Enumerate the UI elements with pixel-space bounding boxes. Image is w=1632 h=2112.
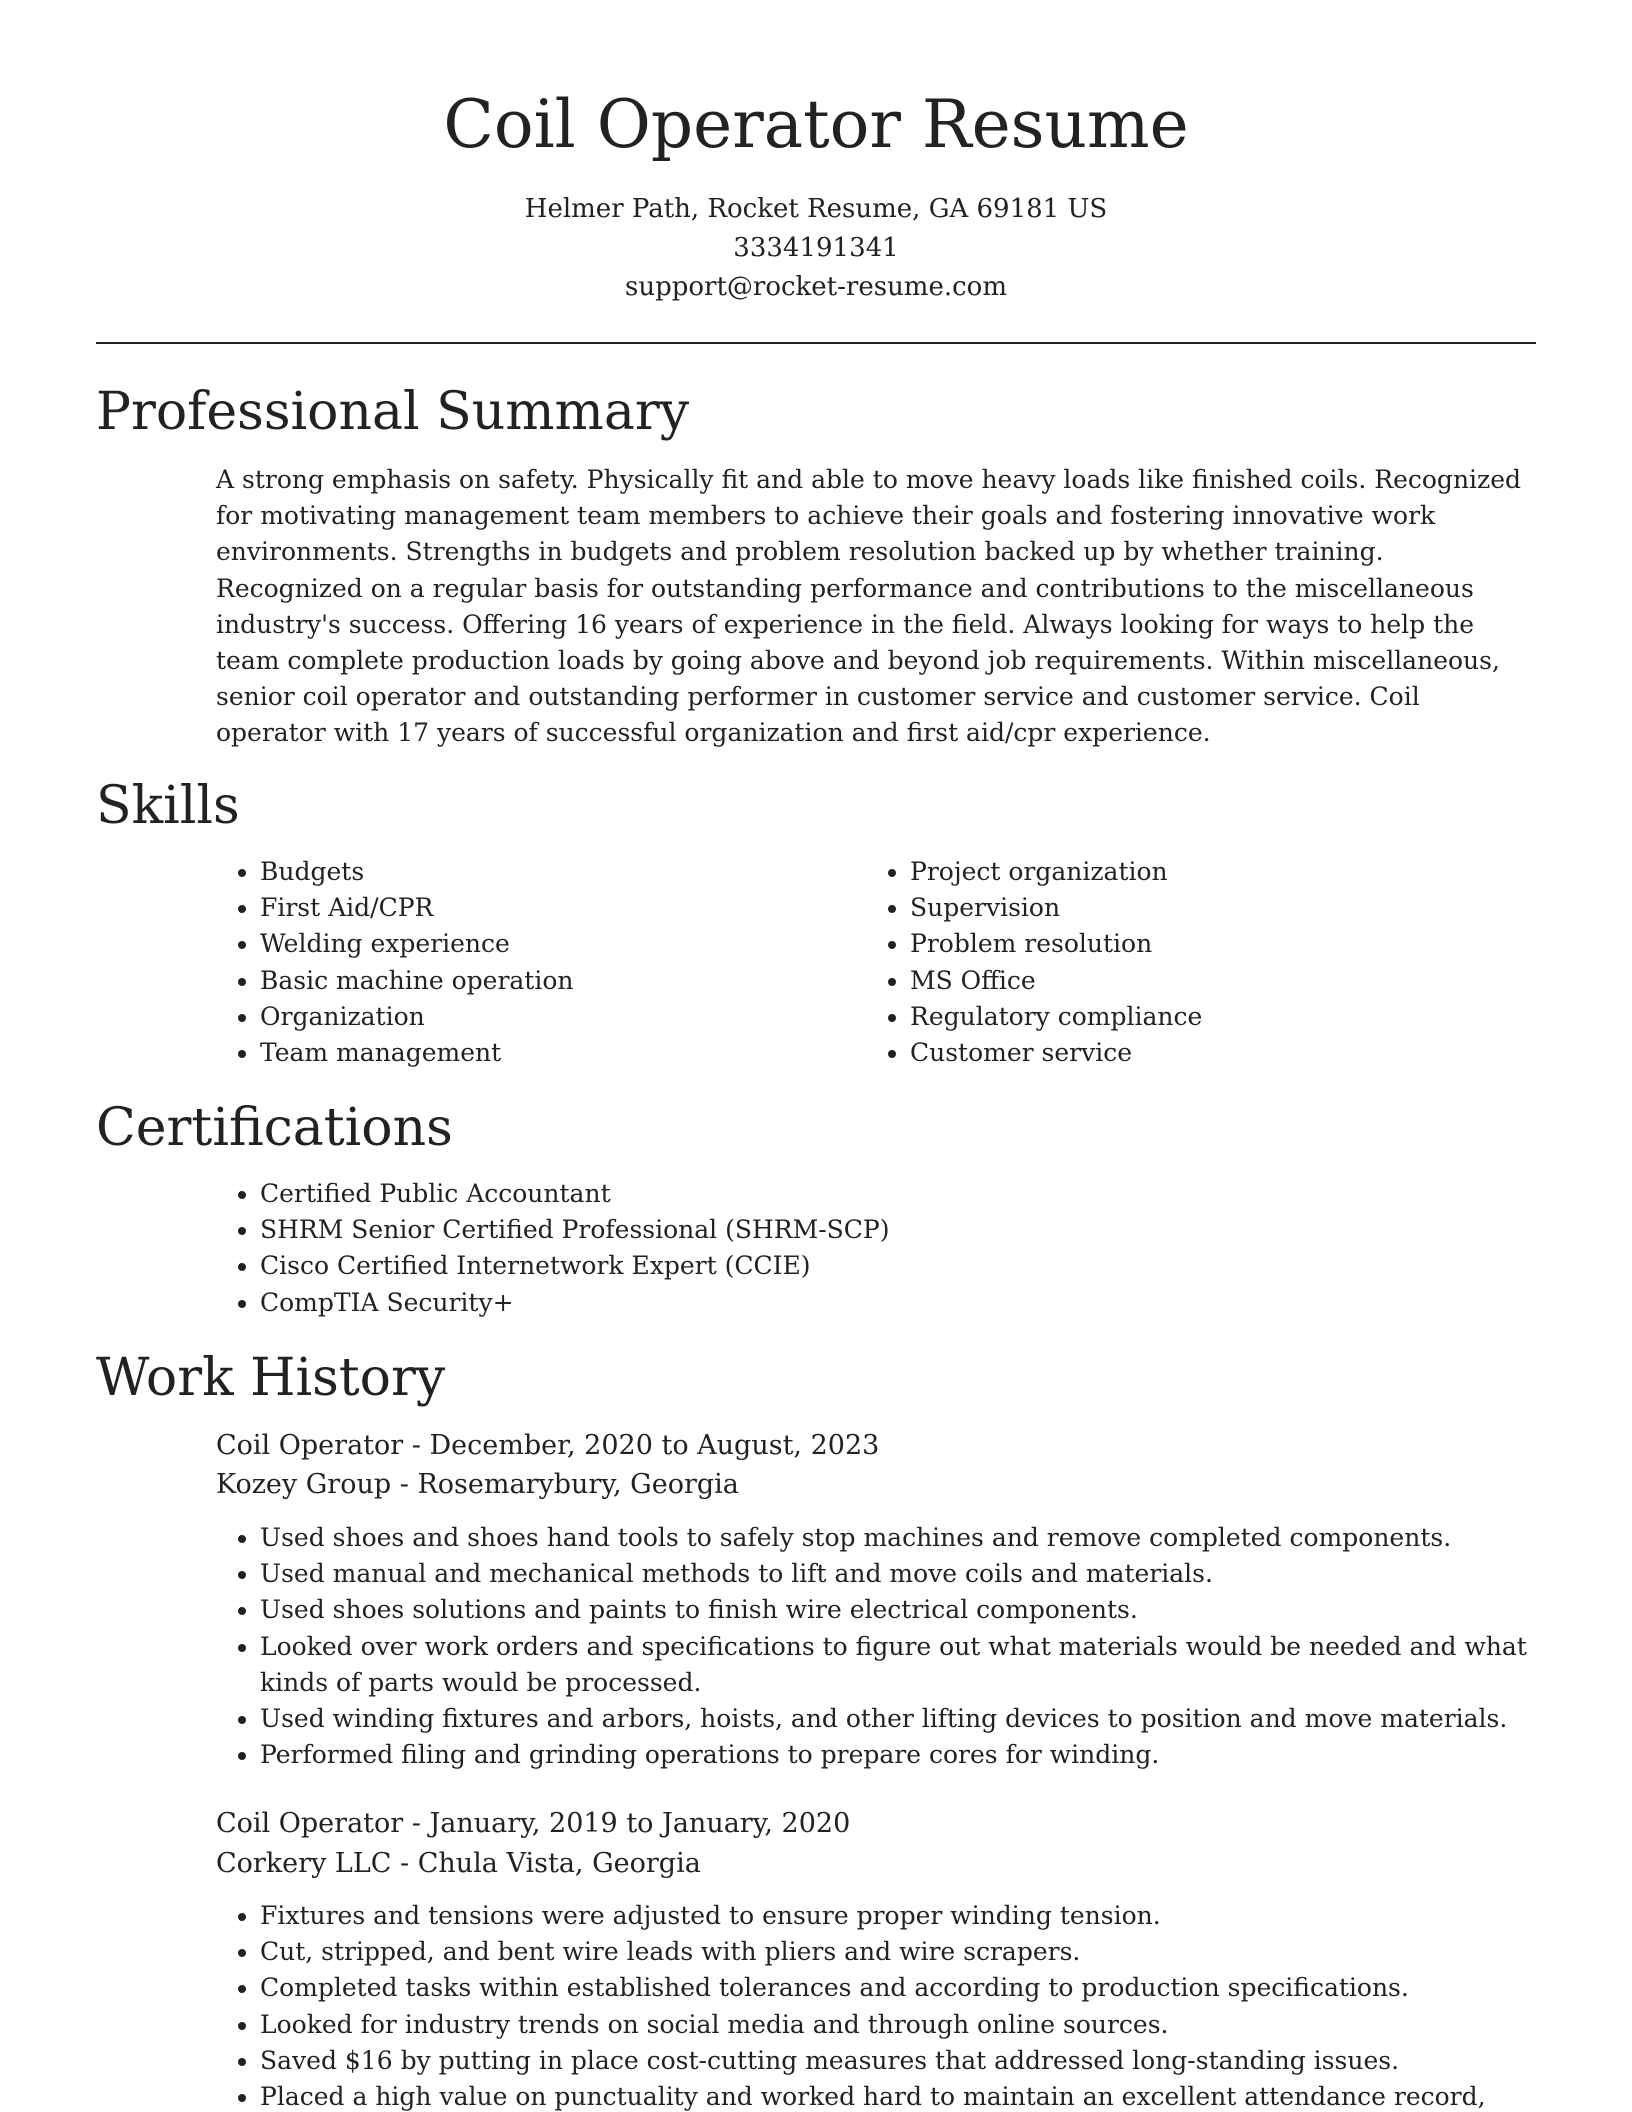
certification-item: • Cisco Certified Internetwork Expert (CCIE) xyxy=(260,1248,1536,1284)
work-history-heading: Work History xyxy=(96,1348,446,1408)
skill-item: • Basic machine operation xyxy=(260,963,856,999)
job-dates: December, 2020 to August, 2023 xyxy=(429,1430,880,1461)
skill-item: • First Aid/CPR xyxy=(260,890,856,926)
skills-list-left xyxy=(216,854,856,1071)
address: Helmer Path, Rocket Resume, GA 69181 US xyxy=(524,194,1108,224)
skill-item: • Customer service xyxy=(910,1035,1506,1071)
job-company: Corkery LLC xyxy=(216,1848,392,1879)
skill-item: • Welding experience xyxy=(260,926,856,962)
skill-item: • Project organization xyxy=(910,854,1506,890)
certification-item: • CompTIA Security+ xyxy=(260,1285,1536,1321)
job-bullet: • Fixtures and tensions were adjusted to ensure proper winding tension. xyxy=(260,1898,1536,1934)
job-bullet: • Performed filing and grinding operations to prepare cores for winding. xyxy=(260,1737,1536,1773)
skills-list-right xyxy=(866,854,1506,1071)
skill-item: • Budgets xyxy=(260,854,856,890)
skill-item: • Problem resolution xyxy=(910,926,1506,962)
job-title-line: Coil Operator - December, 2020 to August, 2023 xyxy=(216,1430,880,1461)
job-title: Coil Operator xyxy=(216,1808,404,1839)
job-bullet: • Used winding fixtures and arbors, hoists, and other lifting devices to position and move materials. xyxy=(260,1701,1536,1737)
job-company: Kozey Group xyxy=(216,1469,392,1500)
job-bullet: • Cut, stripped, and bent wire leads with pliers and wire scrapers. xyxy=(260,1934,1536,1970)
job-bullet: • Saved $16 by putting in place cost-cutting measures that addressed long-standing issues. xyxy=(260,2043,1536,2079)
job-bullets xyxy=(216,1898,1536,2112)
job-bullet: • Placed a high value on punctuality and worked hard to maintain an excellent attendance record, xyxy=(260,2079,1536,2112)
summary-text: A strong emphasis on safety. Physically fit and able to move heavy loads like finished coils. Recognized for motivating management team members to achieve their goals and fostering innovative work environments. Strengths in budgets and problem resolution backed up by whether training. Recognized on a regular basis for outstanding performance and contributions to the miscellaneous industry's success. Offering 16 years of experience in the field. Always looking for ways to help the team complete production loads by going above and beyond job requirements. Within miscellaneous, senior coil operator and outstanding performer in customer service and customer service. Coil operator with 17 years of successful organization and first aid/cpr experience. xyxy=(216,465,1522,748)
job-location: Chula Vista, Georgia xyxy=(417,1848,701,1879)
certifications-list xyxy=(216,1176,1536,1321)
job-bullets xyxy=(216,1520,1536,1773)
phone: 3334191341 xyxy=(733,233,899,263)
job-company-line: Kozey Group - Rosemarybury, Georgia xyxy=(216,1469,739,1500)
skills-heading: Skills xyxy=(96,776,240,836)
job-bullet: • Completed tasks within established tolerances and according to production specifications. xyxy=(260,1970,1536,2006)
skill-item: • Team management xyxy=(260,1035,856,1071)
resume-title: Coil Operator Resume xyxy=(443,86,1189,163)
header-divider xyxy=(96,342,1536,344)
certification-item: • SHRM Senior Certified Professional (SHRM-SCP) xyxy=(260,1212,1536,1248)
job-location: Rosemarybury, Georgia xyxy=(417,1469,739,1500)
job-bullet: • Looked over work orders and specifications to figure out what materials would be needed and what kinds of parts would be processed. xyxy=(260,1629,1536,1701)
skill-item: • MS Office xyxy=(910,963,1506,999)
summary-heading: Professional Summary xyxy=(96,382,690,442)
job-title-line: Coil Operator - January, 2019 to January, 2020 xyxy=(216,1808,851,1839)
skill-item: • Supervision xyxy=(910,890,1506,926)
skill-item: • Organization xyxy=(260,999,856,1035)
job-bullet: • Used shoes solutions and paints to finish wire electrical components. xyxy=(260,1592,1536,1628)
skill-item: • Regulatory compliance xyxy=(910,999,1506,1035)
job-title: Coil Operator xyxy=(216,1430,404,1461)
contact-block xyxy=(0,190,1632,307)
email: support@rocket-resume.com xyxy=(624,272,1007,302)
certifications-heading: Certifications xyxy=(96,1098,453,1158)
job-bullet: • Looked for industry trends on social media and through online sources. xyxy=(260,2007,1536,2043)
job-dates: January, 2019 to January, 2020 xyxy=(429,1808,851,1839)
job-company-line: Corkery LLC - Chula Vista, Georgia xyxy=(216,1848,701,1879)
job-bullet: • Used shoes and shoes hand tools to safely stop machines and remove completed components. xyxy=(260,1520,1536,1556)
job-bullet: • Used manual and mechanical methods to lift and move coils and materials. xyxy=(260,1556,1536,1592)
certification-item: • Certified Public Accountant xyxy=(260,1176,1536,1212)
